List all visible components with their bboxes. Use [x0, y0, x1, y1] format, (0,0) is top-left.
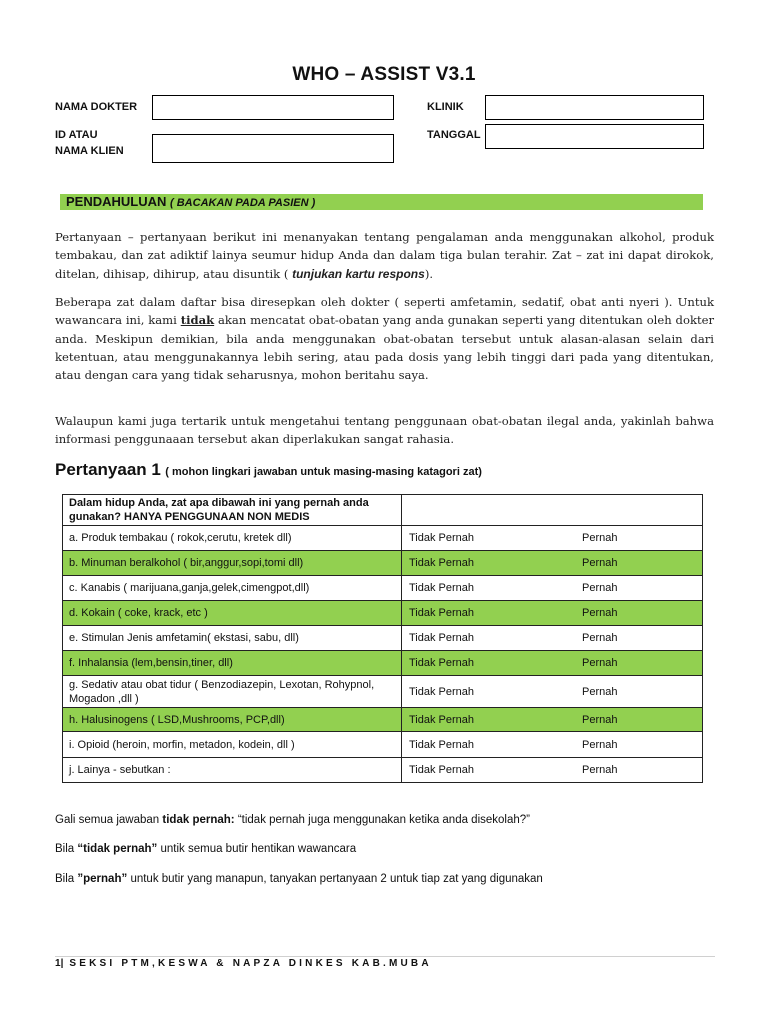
- answer-never-option[interactable]: Tidak Pernah: [409, 632, 475, 644]
- stop-note: [55, 842, 356, 856]
- table-row: [63, 601, 703, 626]
- table-row: [63, 626, 703, 651]
- footer-text: SEKSI PTM,KESWA & NAPZA DINKES KAB.MUBA: [69, 958, 432, 969]
- question-1-instruction: ( mohon lingkari jawaban untuk masing-masing katagori zat): [165, 466, 482, 478]
- substance-label: a. Produk tembakau ( rokok,cerutu, kretek dll): [63, 526, 402, 551]
- page-footer: [55, 958, 432, 969]
- answer-never-option[interactable]: Tidak Pernah: [409, 532, 475, 544]
- substance-table: [62, 494, 703, 783]
- table-row: [63, 526, 703, 551]
- date-label: TANGGAL: [427, 129, 481, 141]
- table-header-empty: [402, 495, 703, 526]
- table-row: [63, 758, 703, 783]
- intro-p1-end: ).: [424, 266, 434, 281]
- answer-ever-option[interactable]: Pernah: [582, 764, 618, 776]
- intro-p2-after: akan mencatat obat-obatan yang anda gunakan seperti yang ditentukan oleh dokter anda. Meskipun demikian, bila anda menggunakan obat-obatan tersebut untuk alasan-alasan selain dari ketentuan, atau menggunakannya lebih sering, atau pada dosis yang lebih tinggi dari pada yang ditentukan, atau dengan cara yang tidak seharusnya, mohon beritahu saya.: [55, 313, 715, 383]
- table-row: [63, 732, 703, 758]
- intro-p1-text: Pertanyaan – pertanyaan berikut ini menanyakan tentang pengalaman anda menggunakan alkohol, produk tembakau, dan zat adiktif lainya seumur hidup Anda dan dalam tiga bulan terahir. Zat – zat ini dapat dirokok, ditelan, dihisap, dihirup, atau disuntik (: [55, 230, 714, 281]
- substance-label: h. Halusinogens ( LSD,Mushrooms, PCP,dll): [63, 708, 402, 732]
- note-1-emphasis: tidak pernah:: [162, 814, 235, 826]
- substance-label: i. Opioid (heroin, morfin, metadon, kodein, dll ): [63, 732, 402, 758]
- client-id-label: ID ATAU NAMA KLIEN: [55, 129, 124, 157]
- answer-ever-option[interactable]: Pernah: [582, 685, 618, 698]
- substance-label: b. Minuman beralkohol ( bir,anggur,sopi,tomi dll): [63, 551, 402, 576]
- substance-label: c. Kanabis ( marijuana,ganja,gelek,cimengpot,dll): [63, 576, 402, 601]
- intro-heading: PENDAHULUAN: [66, 194, 167, 209]
- answer-ever-option[interactable]: Pernah: [582, 532, 618, 544]
- answer-ever-option[interactable]: Pernah: [582, 632, 618, 644]
- intro-paragraph-1: [55, 228, 714, 283]
- substance-label: d. Kokain ( coke, krack, etc ): [63, 601, 402, 626]
- note-3-text: Bila: [55, 873, 75, 885]
- doctor-name-label: NAMA DOKTER: [55, 101, 138, 113]
- intro-subheading: ( BACAKAN PADA PASIEN ): [170, 197, 316, 209]
- intro-p2-before: Beberapa zat dalam daftar bisa diresepkan oleh dokter ( seperti amfetamin, sedatif, obat anti nyeri ). Untuk wawancara ini, kami: [55, 295, 714, 328]
- intro-p1-emphasis: tunjukan kartu respons: [292, 266, 425, 281]
- answer-never-option[interactable]: Tidak Pernah: [409, 764, 475, 776]
- clinic-label: KLINIK: [427, 101, 464, 113]
- page-number: 1: [55, 958, 61, 969]
- answer-ever-option[interactable]: Pernah: [582, 557, 618, 569]
- question-1-title: Pertanyaan 1: [55, 460, 161, 479]
- substance-label: e. Stimulan Jenis amfetamin( ekstasi, sabu, dll): [63, 626, 402, 651]
- table-header-question: Dalam hidup Anda, zat apa dibawah ini yang pernah anda gunakan? HANYA PENGGUNAAN NON MEDIS: [63, 495, 402, 526]
- probe-note: [55, 813, 530, 827]
- footer-divider: [55, 956, 715, 957]
- table-row: [63, 551, 703, 576]
- note-2-text: Bila: [55, 843, 75, 855]
- answer-never-option[interactable]: Tidak Pernah: [409, 685, 475, 698]
- table-row: [63, 676, 703, 708]
- intro-paragraph-3: Walaupun kami juga tertarik untuk mengetahui tentang penggunaan obat-obatan ilegal anda, yakinlah bahwa informasi penggunaaan tersebut akan diperlakukan sangat rahasia.: [55, 414, 714, 447]
- answer-never-option[interactable]: Tidak Pernah: [409, 557, 475, 569]
- note-2-emphasis: “tidak pernah”: [77, 843, 158, 855]
- clinic-field[interactable]: [485, 95, 704, 120]
- answer-never-option[interactable]: Tidak Pernah: [409, 738, 475, 751]
- note-1-quote: “tidak pernah juga menggunakan ketika anda disekolah?”: [237, 814, 530, 826]
- page-title: WHO – ASSIST V3.1: [292, 64, 476, 85]
- table-row: [63, 576, 703, 601]
- substance-label: j. Lainya - sebutkan :: [63, 758, 402, 783]
- answer-never-option[interactable]: Tidak Pernah: [409, 713, 475, 726]
- substance-label: f. Inhalansia (lem,bensin,tiner, dll): [63, 651, 402, 676]
- answer-never-option[interactable]: Tidak Pernah: [409, 607, 475, 619]
- table-row: [63, 708, 703, 732]
- substance-label: g. Sedativ atau obat tidur ( Benzodiazepin, Lexotan, Rohypnol, Mogadon ,dll ): [63, 676, 402, 708]
- table-row: [63, 651, 703, 676]
- note-3-emphasis: ”pernah”: [77, 873, 128, 885]
- question-1-heading: [55, 460, 482, 480]
- answer-never-option[interactable]: Tidak Pernah: [409, 657, 475, 669]
- intro-paragraph-2: [55, 293, 714, 384]
- footer-separator: |: [60, 958, 64, 969]
- continue-note: [55, 872, 543, 886]
- answer-ever-option[interactable]: Pernah: [582, 657, 618, 669]
- intro-p2-emphasis: tidak: [180, 313, 215, 328]
- answer-ever-option[interactable]: Pernah: [582, 607, 618, 619]
- doctor-name-field[interactable]: [152, 95, 394, 120]
- date-field[interactable]: [485, 124, 704, 149]
- note-1-text: Gali semua jawaban: [55, 814, 160, 826]
- answer-ever-option[interactable]: Pernah: [582, 713, 618, 726]
- answer-never-option[interactable]: Tidak Pernah: [409, 582, 475, 594]
- answer-ever-option[interactable]: Pernah: [582, 738, 618, 751]
- note-3-rest: untuk butir yang manapun, tanyakan pertanyaan 2 untuk tiap zat yang digunakan: [130, 873, 543, 885]
- note-2-rest: untik semua butir hentikan wawancara: [160, 843, 357, 855]
- answer-ever-option[interactable]: Pernah: [582, 582, 618, 594]
- intro-section-header: [60, 194, 703, 210]
- client-id-field[interactable]: [152, 134, 394, 163]
- table-header-row: [63, 495, 703, 526]
